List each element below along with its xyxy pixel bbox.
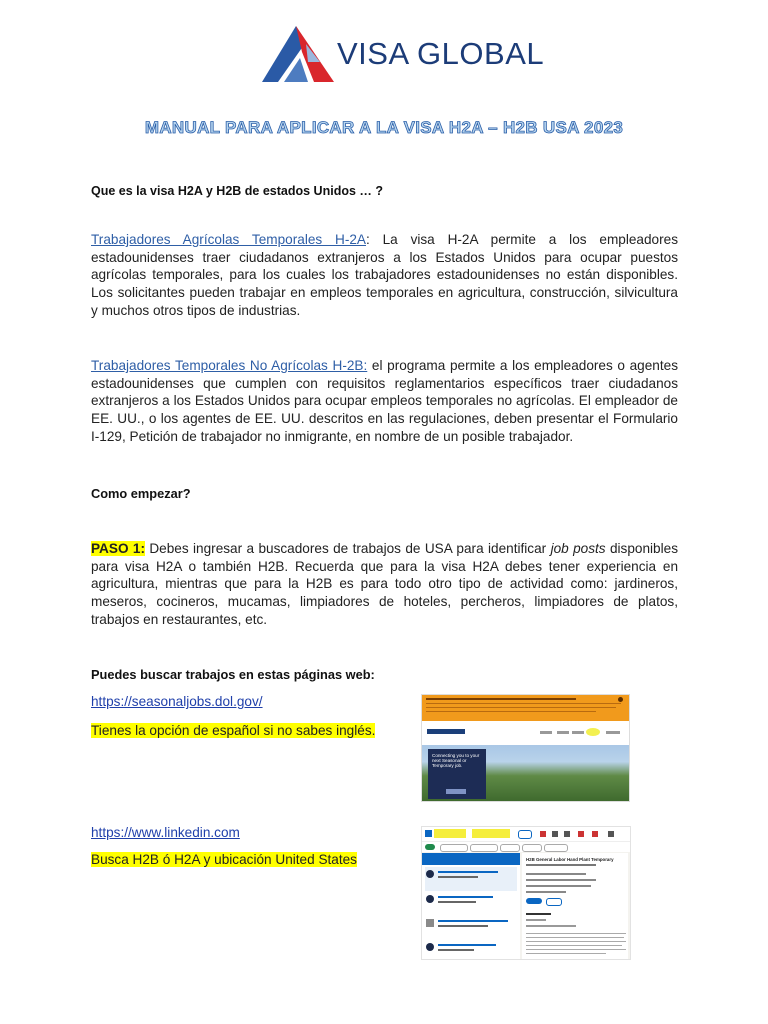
paso1-text-a: Debes ingresar a buscadores de trabajos de USA para identificar [144, 541, 551, 556]
start-heading: Como empezar? [91, 486, 191, 501]
paso1-label: PASO 1: [91, 541, 145, 556]
document-title: MANUAL PARA APLICAR A LA VISA H2A – H2B USA 2023 [144, 118, 624, 137]
linkedin-screenshot [421, 826, 631, 960]
seasonaljobs-link[interactable]: https://seasonaljobs.dol.gov/ [91, 694, 263, 709]
search-box [434, 829, 466, 838]
linkedin-icon [425, 830, 432, 837]
linkedin-link[interactable]: https://www.linkedin.com [91, 825, 240, 840]
save-job-button [546, 898, 562, 906]
h2b-link[interactable]: Trabajadores Temporales No Agrícolas H-2B: [91, 358, 368, 373]
h2a-link[interactable]: Trabajadores Agrícolas Temporales H-2A [91, 232, 366, 247]
hero-image [422, 745, 629, 801]
close-icon [618, 697, 623, 702]
brand-name: VISA GLOBAL [337, 36, 545, 71]
alert-banner [422, 695, 629, 721]
linkedin-note: Busca H2B ó H2A y ubicación United States [91, 852, 357, 867]
job-title: H2B General Labor Hand Plant Temporary [526, 857, 614, 862]
search-heading: Puedes buscar trabajos en estas páginas web: [91, 667, 375, 682]
h2a-paragraph [91, 231, 678, 320]
paso1-emphasis: job posts [550, 541, 606, 556]
job-list [422, 853, 520, 959]
h2b-paragraph [91, 357, 678, 446]
job-detail [522, 853, 628, 959]
apply-button [526, 898, 542, 904]
find-jobs-button [446, 789, 466, 794]
language-toggle [586, 728, 600, 736]
paso1-text-b: disponibles para visa H2A o también H2B. Recuerda que para la visa H2A debes tener experiencia en agricultura, mientras que para la H2B es para todo otro tipo de actividad como: jardineros, meseros, cocineros, mucamas, limpiadores de hoteles, percheros, limpiadores de platos, trabajos en restaurantes, etc. [91, 541, 678, 627]
h2b-text: el programa permite a los empleadores o agentes estadounidenses que cumplen con requisitos reglamentarios específicos traer ciudadanos extranjeros a los Estados Unidos para ocupar empleos temporales no agrícolas. El empleador de EE. UU., o los agentes de EE. UU. descritos en las regulaciones, deben presentar el Formulario I-129, Petición de trabajador no inmigrante, en nombre de un posible trabajador. [91, 358, 678, 444]
location-box [472, 829, 510, 838]
h2a-text: : La visa H-2A permite a los empleadores estadounidenses traer ciudadanos extranjeros a los Estados Unidos para ocupar puestos agrícolas temporales, para los cuales los trabajadores estadounidenses no están disponibles. Los solicitantes pueden trabajar en empleos temporales en agricultura, construcción, silvicultura y muchos otros tipos de industrias. [91, 232, 678, 318]
hero-card [428, 749, 486, 799]
filter-bar [422, 841, 630, 852]
linkedin-topbar [422, 827, 630, 841]
seasonaljobs-screenshot [421, 694, 630, 802]
site-nav [422, 721, 629, 745]
seasonaljobs-note: Tienes la opción de español si no sabes inglés. [91, 723, 376, 738]
paso1-paragraph [91, 540, 678, 629]
hero-text: Connecting you to your next Seasonal or Temporary job. [432, 753, 480, 769]
intro-question: Que es la visa H2A y H2B de estados Unidos … ? [91, 184, 383, 198]
